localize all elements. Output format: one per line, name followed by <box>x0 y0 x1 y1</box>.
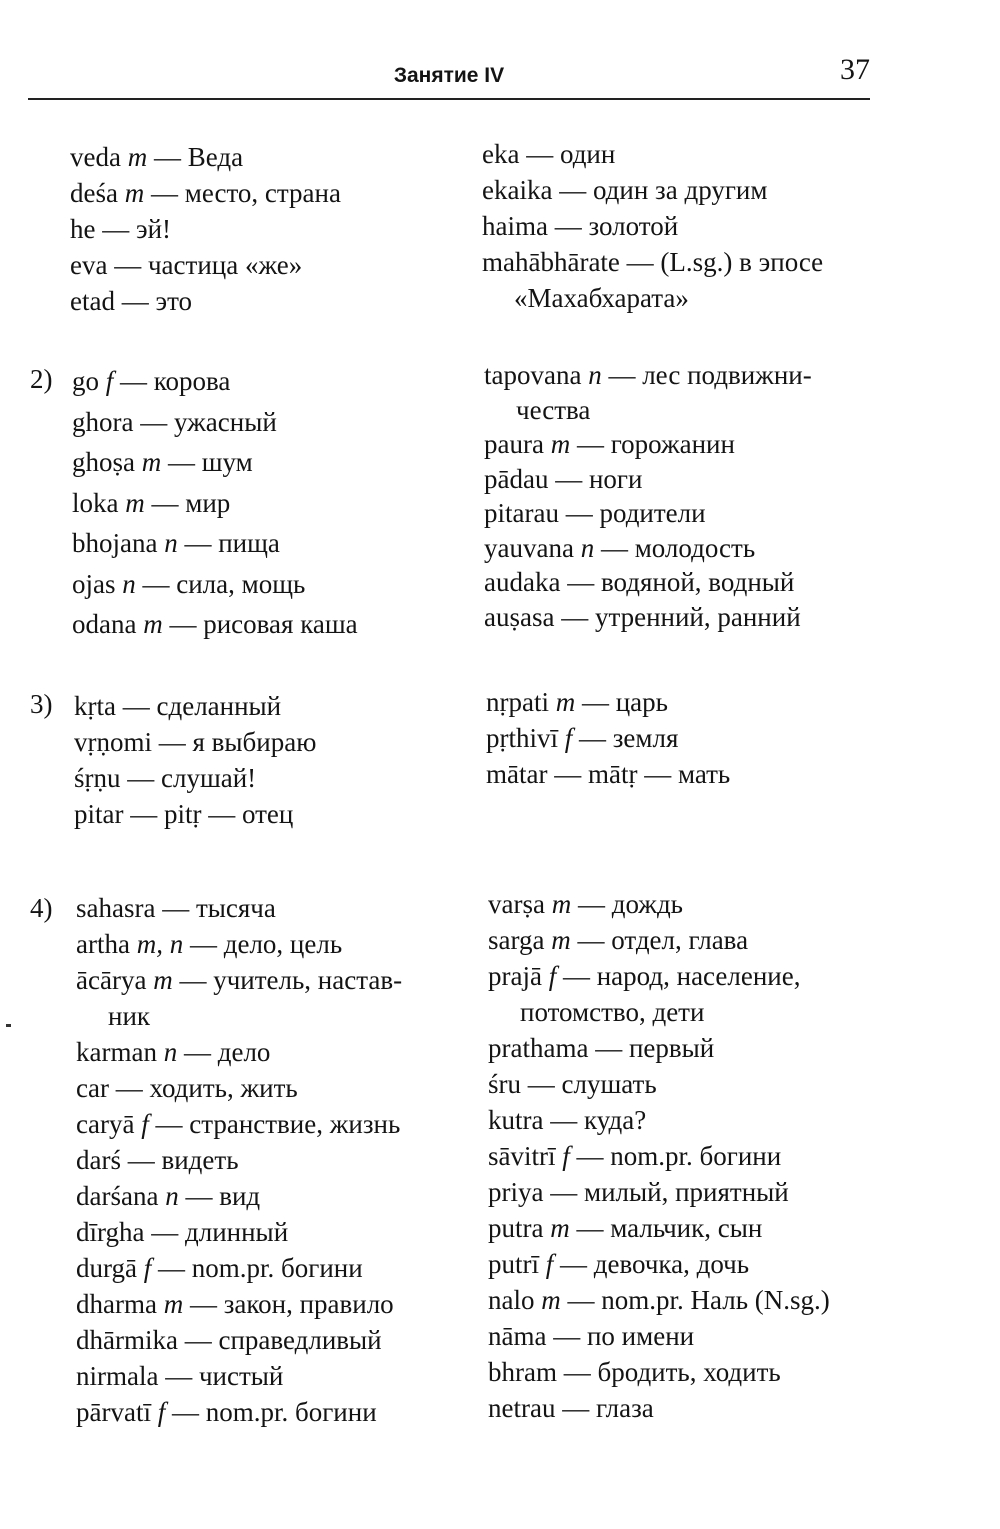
glossary-entry: śru — слушать <box>488 1069 657 1099</box>
glossary-entry: sarga m — отдел, глава <box>488 925 749 955</box>
meaning: первый <box>628 1033 715 1063</box>
meaning: шум <box>201 447 253 477</box>
meaning: я выбираю <box>192 727 317 757</box>
meaning: горожанин <box>610 429 735 459</box>
glossary-entry: he — эй! <box>70 214 172 244</box>
meaning: милый, приятный <box>583 1177 789 1207</box>
headword: putrī <box>488 1249 539 1279</box>
meaning: по имени <box>586 1321 695 1351</box>
glossary-entry: auṣasa — утренний, ранний <box>484 601 801 632</box>
glossary-entry: varṣa m — дождь <box>488 889 683 919</box>
meaning: Веда <box>187 142 244 172</box>
headword: ācārya <box>76 965 147 995</box>
headword: pitarau <box>484 498 559 528</box>
headword: deśa <box>70 178 118 208</box>
headword: mahābhārate <box>482 247 620 277</box>
headword: śṛṇu <box>74 763 121 793</box>
meaning: народ, население, <box>596 961 801 991</box>
headword: ekaika <box>482 175 553 205</box>
headword: nāma <box>488 1321 547 1351</box>
glossary-entry: ghora — ужасный <box>72 406 277 437</box>
glossary-entry: haima — золотой <box>482 211 679 241</box>
section-2-right-column <box>484 358 894 634</box>
glossary-entry: ghoṣa m — шум <box>72 447 253 477</box>
glossary-entry: netrau — глаза <box>488 1393 654 1423</box>
glossary-entry: car — ходить, жить <box>76 1073 298 1103</box>
gender-mark: m <box>127 142 148 172</box>
meaning: глаза <box>595 1393 654 1423</box>
meaning-continuation: потомство, дети <box>520 997 705 1027</box>
headword: audaka <box>484 567 561 597</box>
glossary-entry: nirmala — чистый <box>76 1361 284 1391</box>
glossary-entry: ekaika — один за другим <box>482 175 768 205</box>
headword: priya <box>488 1177 544 1207</box>
gender-mark: f <box>105 366 114 396</box>
glossary-entry: paura m — горожанин <box>484 429 735 459</box>
headword: caryā <box>76 1109 135 1139</box>
meaning: корова <box>153 366 231 396</box>
glossary-entry: nāma — по имени <box>488 1321 695 1351</box>
section-3-left-column <box>74 688 484 832</box>
headword: haima <box>482 211 548 241</box>
headword: varṣa <box>488 889 545 919</box>
headword: vṛṇomi <box>74 727 152 757</box>
meaning: мальчик, сын <box>610 1213 763 1243</box>
headword: dhārmika <box>76 1325 178 1355</box>
headword: ghoṣa <box>72 447 135 477</box>
meaning: бродить, ходить <box>597 1357 781 1387</box>
meaning: частица «же» <box>147 250 303 280</box>
meaning: nom.pr. богини <box>191 1253 363 1283</box>
headword: dharma <box>76 1289 157 1319</box>
meaning: видеть <box>161 1145 239 1175</box>
meaning-continuation: ник <box>108 1001 151 1031</box>
gender-mark: m <box>141 447 162 477</box>
section-number: 4) <box>30 893 53 923</box>
glossary-entry: kutra — куда? <box>488 1105 647 1135</box>
glossary-entry: pādau — ноги <box>484 463 643 494</box>
glossary-entry: vṛṇomi — я выбираю <box>74 727 317 757</box>
gender-mark: m <box>551 925 571 955</box>
meaning: pitṛ — отец <box>163 799 294 829</box>
gender-mark: n <box>163 1037 178 1067</box>
glossary-entry: tapovana n — лес подвижни- <box>484 360 812 390</box>
glossary-entry: artha m, n — дело, цель <box>76 929 343 959</box>
headword: kutra <box>488 1105 544 1135</box>
headword: nalo <box>488 1285 535 1315</box>
meaning: золотой <box>588 211 679 241</box>
meaning: родители <box>599 498 706 528</box>
glossary-entry: caryā f — странствие, жизнь <box>76 1109 401 1139</box>
meaning-continuation: «Махабхарата» <box>514 283 689 313</box>
glossary-entry: darśana n — вид <box>76 1181 261 1211</box>
glossary-entry: prathama — первый <box>488 1033 715 1063</box>
glossary-entry: deśa m — место, страна <box>70 178 341 208</box>
meaning: один за другим <box>592 175 768 205</box>
meaning: странствие, жизнь <box>189 1109 401 1139</box>
meaning: молодость <box>634 532 756 563</box>
meaning: один <box>559 139 616 169</box>
meaning: nom.pr. Наль (N.sg.) <box>601 1285 830 1315</box>
glossary-entry: dhārmika — справедливый <box>76 1325 382 1355</box>
glossary-entry: pitarau — родители <box>484 498 706 528</box>
headword: nṛpati <box>486 687 549 717</box>
glossary-entry: sahasra — тысяча <box>76 893 276 923</box>
headword: sahasra <box>76 893 156 923</box>
headword: pitar <box>74 799 124 829</box>
headword: darśana <box>76 1181 159 1211</box>
meaning: пища <box>218 528 280 558</box>
gender-mark: f <box>157 1397 166 1427</box>
headword: ojas <box>72 568 116 599</box>
headword: mātar <box>486 759 548 789</box>
page-header <box>28 52 870 100</box>
meaning-continuation: чества <box>516 394 591 425</box>
gender-mark: m <box>550 1213 570 1243</box>
headword: durgā <box>76 1253 137 1283</box>
glossary-entry: etad — это <box>70 286 193 316</box>
meaning: (L.sg.) в эпосе <box>660 247 824 277</box>
headword: netrau <box>488 1393 556 1423</box>
gender-mark: m <box>551 889 572 919</box>
meaning: утренний, ранний <box>594 601 801 632</box>
meaning: куда? <box>583 1105 647 1135</box>
meaning: сила, мощь <box>176 568 306 599</box>
glossary-entry: ācārya m — учитель, настав- <box>76 965 403 995</box>
headword: sarga <box>488 925 545 955</box>
headword: karman <box>76 1037 157 1067</box>
headword: odana <box>72 609 137 639</box>
meaning: дождь <box>611 889 683 919</box>
meaning: учитель, настав- <box>213 965 403 995</box>
glossary-entry: veda m — Веда <box>70 142 244 172</box>
glossary-entry: putrī f — девочка, дочь <box>488 1249 750 1279</box>
glossary-entry: mātar — mātṛ — мать <box>486 759 731 789</box>
gender-mark: m <box>555 687 576 717</box>
meaning: длинный <box>185 1217 289 1247</box>
glossary-entry: audaka — водяной, водный <box>484 567 795 597</box>
gender-mark: n <box>165 1181 179 1211</box>
headword: eka <box>482 139 520 169</box>
headword: pṛthivī <box>486 723 558 753</box>
headword: pādau <box>484 463 549 494</box>
meaning: дело, цель <box>223 929 343 959</box>
section-3-right-column <box>486 684 896 792</box>
section-number: 2) <box>30 364 53 394</box>
headword: veda <box>70 142 121 172</box>
headword: loka <box>72 487 119 518</box>
glossary-entry: mahābhārate — (L.sg.) в эпосе <box>482 247 824 277</box>
meaning: nom.pr. богини <box>205 1397 377 1427</box>
meaning: земля <box>612 723 679 753</box>
section-4-left-column <box>76 890 486 1430</box>
glossary-entry: ojas n — сила, мощь <box>72 568 306 599</box>
gender-mark: f <box>548 961 557 991</box>
gender-mark: f <box>545 1249 554 1279</box>
glossary-entry: nṛpati m — царь <box>486 687 668 717</box>
glossary-entry: pārvatī f — nom.pr. богини <box>76 1397 377 1427</box>
gender-mark: n <box>164 528 178 558</box>
headword: prathama <box>488 1033 589 1063</box>
gender-mark: f <box>143 1253 152 1283</box>
gender-mark: n <box>122 568 136 599</box>
headword: he <box>70 214 96 244</box>
glossary-entry: eva — частица «же» <box>70 250 303 280</box>
glossary-entry: go f — корова <box>72 366 231 396</box>
section-1-left-column <box>70 139 480 319</box>
gender-mark: m <box>124 178 145 208</box>
meaning: чистый <box>198 1361 284 1391</box>
headword: pārvatī <box>76 1397 151 1427</box>
glossary-entry: karman n — дело <box>76 1037 271 1067</box>
headword: auṣasa <box>484 601 555 632</box>
headword: putra <box>488 1213 544 1243</box>
headword: sāvitrī <box>488 1141 556 1171</box>
meaning: mātṛ — мать <box>587 759 731 789</box>
section-4-right-column <box>488 886 898 1426</box>
gender-mark: m <box>163 1289 184 1319</box>
meaning: лес подвижни- <box>642 360 812 390</box>
headword: dīrgha <box>76 1217 145 1247</box>
gender-mark: f <box>141 1109 149 1139</box>
meaning: слушай! <box>161 763 257 793</box>
headword: prajā <box>488 961 542 991</box>
section-number: 3) <box>30 689 53 719</box>
meaning: водяной, водный <box>600 567 795 597</box>
glossary-entry: priya — милый, приятный <box>488 1177 789 1207</box>
headword: nirmala <box>76 1361 159 1391</box>
section-1-right-column <box>482 136 892 316</box>
meaning: девочка, дочь <box>593 1249 750 1279</box>
headword: car <box>76 1073 109 1103</box>
glossary-entry: nalo m — nom.pr. Наль (N.sg.) <box>488 1285 830 1315</box>
headword: eva <box>70 250 108 280</box>
gender-mark: n <box>588 360 602 390</box>
gender-mark: n <box>580 532 595 563</box>
glossary-entry: dharma m — закон, правило <box>76 1289 394 1319</box>
glossary-entry: pitar — pitṛ — отец <box>74 799 294 829</box>
section-2-left-column <box>72 361 482 645</box>
gender-mark: m <box>153 965 173 995</box>
glossary-entry: bhojana n — пища <box>72 528 280 558</box>
headword: śru <box>488 1069 521 1099</box>
meaning: место, страна <box>184 178 341 208</box>
headword: yauvana <box>484 532 574 563</box>
meaning: ходить, жить <box>149 1073 298 1103</box>
meaning: nom.pr. богини <box>610 1141 782 1171</box>
headword: paura <box>484 429 544 459</box>
glossary-entry: dīrgha — длинный <box>76 1217 289 1247</box>
meaning: ужасный <box>173 406 277 437</box>
running-title: Занятие IV <box>393 64 505 87</box>
meaning: слушать <box>561 1069 657 1099</box>
gender-mark: m <box>550 429 571 459</box>
headword: artha <box>76 929 130 959</box>
glossary-entry: prajā f — народ, население, <box>488 961 801 991</box>
headword: etad <box>70 286 115 316</box>
glossary-entry: darś — видеть <box>76 1145 239 1175</box>
meaning: закон, правило <box>223 1289 394 1319</box>
headword: darś <box>76 1145 121 1175</box>
gender-mark: m, n <box>136 929 184 959</box>
meaning: рисовая каша <box>203 609 358 639</box>
meaning: царь <box>615 687 668 717</box>
glossary-entry: kṛta — сделанный <box>74 691 282 721</box>
glossary-entry: eka — один <box>482 139 616 169</box>
meaning: отдел, глава <box>611 925 749 955</box>
glossary-entry: odana m — рисовая каша <box>72 609 358 639</box>
page-number: 37 <box>840 53 870 86</box>
meaning: мир <box>185 487 231 518</box>
glossary-entry: pṛthivī f — земля <box>486 723 679 753</box>
headword: go <box>72 366 99 396</box>
meaning: вид <box>219 1181 261 1211</box>
meaning: тысяча <box>195 893 276 923</box>
headword: tapovana <box>484 360 582 390</box>
meaning: сделанный <box>156 691 282 721</box>
meaning: справедливый <box>218 1325 382 1355</box>
meaning: ноги <box>588 463 643 494</box>
glossary-entry: durgā f — nom.pr. богини <box>76 1253 363 1283</box>
glossary-entry: putra m — мальчик, сын <box>488 1213 763 1243</box>
gender-mark: m <box>125 487 145 518</box>
glossary-entry: śṛṇu — слушай! <box>74 763 257 793</box>
meaning: дело <box>217 1037 271 1067</box>
headword: kṛta <box>74 691 116 721</box>
glossary-entry: sāvitrī f — nom.pr. богини <box>488 1141 782 1171</box>
gender-mark: f <box>564 723 573 753</box>
gender-mark: f <box>562 1141 570 1171</box>
glossary-entry: loka m — мир <box>72 487 231 518</box>
gender-mark: m <box>541 1285 561 1315</box>
gender-mark: m <box>143 609 163 639</box>
glossary-entry: bhram — бродить, ходить <box>488 1357 781 1387</box>
glossary-entry: yauvana n — молодость <box>484 532 756 563</box>
headword: ghora <box>72 406 134 437</box>
margin-mark <box>6 1024 11 1027</box>
meaning: это <box>155 286 193 316</box>
headword: bhram <box>488 1357 557 1387</box>
meaning: эй! <box>135 214 172 244</box>
headword: bhojana <box>72 528 158 558</box>
